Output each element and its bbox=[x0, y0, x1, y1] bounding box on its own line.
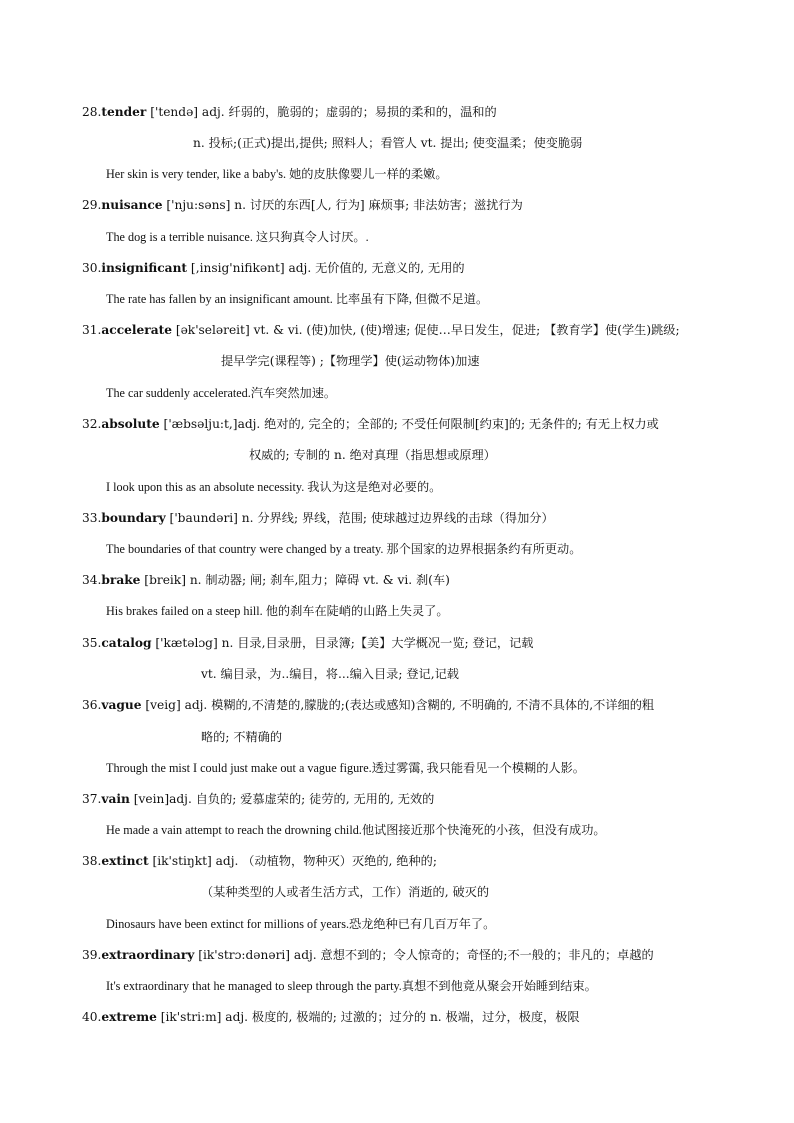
entry-word: brake bbox=[101, 573, 141, 587]
entry-phonetic: ['kætəlɔg] bbox=[151, 636, 218, 650]
entry-37-headline bbox=[82, 791, 434, 807]
entry-number: 37. bbox=[82, 792, 102, 806]
entry-phonetic: ['æbsəlju:t,] bbox=[159, 417, 238, 431]
entry-number: 40. bbox=[82, 1010, 102, 1024]
entry-31-example: The car suddenly accelerated.汽车突然加速。 bbox=[106, 386, 337, 400]
entry-phonetic: [breik] bbox=[140, 573, 186, 587]
entry-phonetic: [vein] bbox=[129, 792, 170, 806]
entry-40-headline bbox=[82, 1009, 580, 1025]
entry-definition: adj. 绝对的, 完全的；全部的; 不受任何限制[约束]的; 无条件的; 有无上权力或 bbox=[237, 417, 659, 431]
entry-phonetic: ['nju:səns] bbox=[162, 198, 231, 212]
entry-definition: n. 目录,目录册，目录簿;【美】大学概况一览; 登记，记载 bbox=[217, 636, 534, 650]
entry-number: 30. bbox=[82, 261, 102, 275]
entry-37-example: He made a vain attempt to reach the drowning child.他试图接近那个快淹死的小孩，但没有成功。 bbox=[106, 823, 606, 837]
entry-definition: vt. & vi. (使)加快, (使)增速; 促使…早日发生，促进; 【教育学】使(学生)跳级; bbox=[249, 323, 680, 337]
entry-definition: n. 制动器; 闸; 刹车,阻力；障碍 vt. & vi. 刹(车) bbox=[185, 573, 450, 587]
entry-definition: adj. 纤弱的，脆弱的；虚弱的；易损的柔和的，温和的 bbox=[198, 105, 497, 119]
entry-phonetic: [ək'seləreit] bbox=[171, 323, 250, 337]
entry-definition: adj. 极度的, 极端的; 过激的；过分的 n. 极端，过分，极度，极限 bbox=[221, 1010, 580, 1024]
entry-38-definition-continued: （某种类型的人或者生活方式，工作）消逝的, 破灭的 bbox=[201, 885, 490, 899]
entry-phonetic: ['baundəri] bbox=[165, 511, 238, 525]
entry-34-headline bbox=[82, 572, 450, 588]
entry-word: extinct bbox=[101, 854, 149, 868]
entry-number: 33. bbox=[82, 511, 102, 525]
entry-number: 28. bbox=[82, 105, 102, 119]
entry-number: 39. bbox=[82, 948, 102, 962]
entry-39-headline bbox=[82, 947, 654, 963]
entry-28-example: Her skin is very tender, like a baby's. 她的皮肤像婴儿一样的柔嫩。 bbox=[106, 167, 448, 181]
entry-number: 35. bbox=[82, 636, 102, 650]
entry-definition: adj. 自负的; 爱慕虚荣的; 徒劳的, 无用的, 无效的 bbox=[169, 792, 435, 806]
entry-33-example: The boundaries of that country were changed by a treaty. 那个国家的边界根据条约有所更动。 bbox=[106, 542, 582, 556]
entry-word: boundary bbox=[101, 511, 166, 525]
entry-29-headline bbox=[82, 197, 523, 213]
entry-definition: adj. 模糊的,不清楚的,朦胧的;(表达或感知)含糊的, 不明确的, 不清不具体的,不详细的粗 bbox=[180, 698, 655, 712]
entry-definition: adj. 无价值的, 无意义的, 无用的 bbox=[284, 261, 465, 275]
entry-36-headline bbox=[82, 697, 654, 713]
entry-number: 36. bbox=[82, 698, 102, 712]
entry-word: accelerate bbox=[101, 323, 172, 337]
entry-32-definition-continued: 权威的; 专制的 n. 绝对真理（指思想或原理） bbox=[249, 448, 496, 462]
entry-28-headline bbox=[82, 104, 497, 120]
entry-word: absolute bbox=[101, 417, 160, 431]
entry-39-example: It's extraordinary that he managed to sleep through the party.真想不到他竟从聚会开始睡到结束。 bbox=[106, 979, 597, 993]
entry-29-example: The dog is a terrible nuisance. 这只狗真令人讨厌。. bbox=[106, 230, 369, 244]
entry-number: 32. bbox=[82, 417, 102, 431]
entry-31-definition-continued: 提早学完(课程等) ;【物理学】使(运动物体)加速 bbox=[221, 354, 480, 368]
entry-35-definition-continued: vt. 编目录，为..编目，将...编入目录; 登记,记载 bbox=[201, 667, 459, 681]
entry-word: vain bbox=[101, 792, 130, 806]
entry-word: extraordinary bbox=[101, 948, 195, 962]
entry-33-headline bbox=[82, 510, 554, 526]
entry-36-example: Through the mist I could just make out a vague figure.透过雾霭, 我只能看见一个模糊的人影。 bbox=[106, 761, 585, 775]
entry-definition: n. 分界线; 界线，范围; 使球越过边界线的击球（得加分） bbox=[237, 511, 554, 525]
entry-32-example: I look upon this as an absolute necessity. 我认为这是绝对必要的。 bbox=[106, 480, 442, 494]
entry-word: extreme bbox=[101, 1010, 157, 1024]
entry-30-example: The rate has fallen by an insignificant amount. 比率虽有下降, 但微不足道。 bbox=[106, 292, 489, 306]
entry-38-example: Dinosaurs have been extinct for millions of years.恐龙绝种已有几百万年了。 bbox=[106, 917, 496, 931]
entry-number: 34. bbox=[82, 573, 102, 587]
entry-phonetic: [veig] bbox=[141, 698, 181, 712]
entry-number: 29. bbox=[82, 198, 102, 212]
entry-number: 38. bbox=[82, 854, 102, 868]
entry-word: tender bbox=[101, 105, 147, 119]
entry-32-headline bbox=[82, 416, 659, 432]
entry-phonetic: [ik'stri:m] bbox=[156, 1010, 222, 1024]
entry-30-headline bbox=[82, 260, 465, 276]
entry-36-definition-continued: 略的; 不精确的 bbox=[201, 730, 283, 744]
entry-31-headline bbox=[82, 322, 680, 338]
entry-34-example: His brakes failed on a steep hill. 他的刹车在陡峭的山路上失灵了。 bbox=[106, 604, 449, 618]
entry-38-headline bbox=[82, 853, 437, 869]
entry-word: catalog bbox=[101, 636, 152, 650]
entry-definition: n. 讨厌的东西[人, 行为] 麻烦事; 非法妨害；滋扰行为 bbox=[230, 198, 523, 212]
entry-definition: adj. 意想不到的；令人惊奇的；奇怪的;不一般的；非凡的；卓越的 bbox=[290, 948, 654, 962]
entry-word: vague bbox=[101, 698, 142, 712]
entry-word: insignificant bbox=[101, 261, 188, 275]
entry-phonetic: [,insig'nifikənt] bbox=[187, 261, 285, 275]
entry-35-headline bbox=[82, 635, 533, 651]
entry-word: nuisance bbox=[101, 198, 163, 212]
entry-phonetic: [ik'strɔ:dənəri] bbox=[194, 948, 291, 962]
entry-phonetic: [ik'stiŋkt] bbox=[148, 854, 212, 868]
entry-number: 31. bbox=[82, 323, 102, 337]
entry-definition: adj. （动植物，物种灭）灭绝的, 绝种的; bbox=[211, 854, 437, 868]
entry-phonetic: ['tendə] bbox=[146, 105, 199, 119]
entry-28-definition-continued: n. 投标;(正式)提出,提供; 照料人；看管人 vt. 提出; 使变温柔；使变脆弱 bbox=[193, 136, 583, 150]
